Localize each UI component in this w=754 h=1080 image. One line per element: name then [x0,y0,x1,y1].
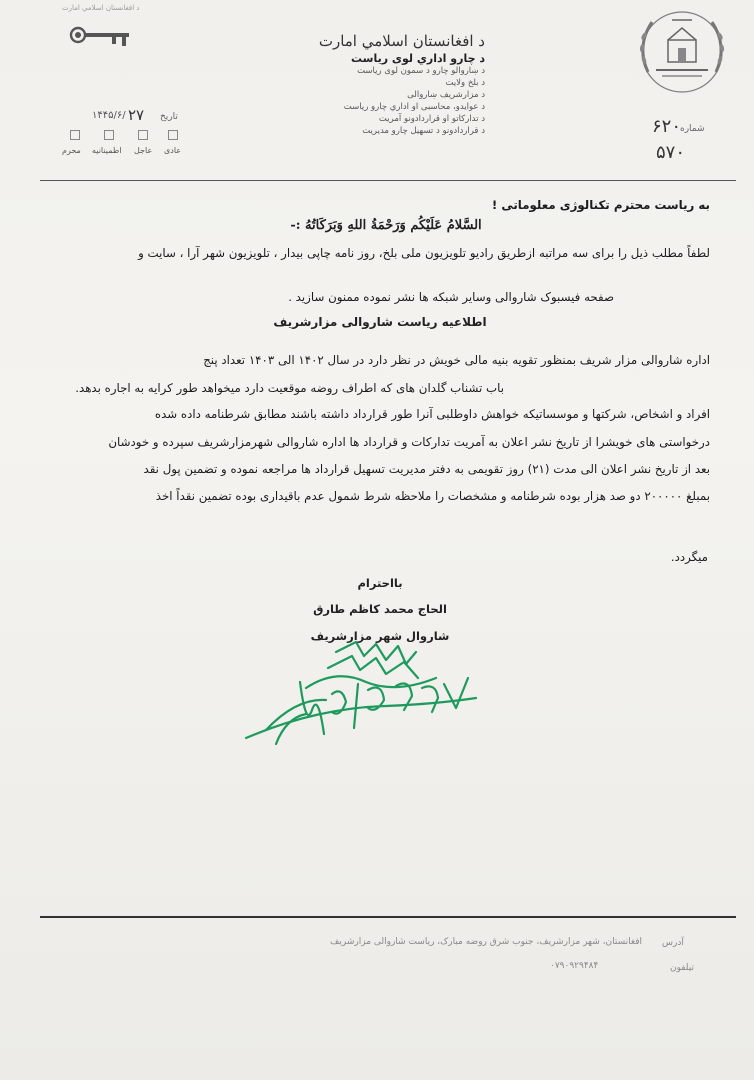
request-line: صفحه فیسبوک شاروالی وسایر شبکه ها نشر نموده ممنون سازید . [288,290,614,304]
checkbox-confidential[interactable] [70,130,80,140]
checkbox-urgent[interactable] [138,130,148,140]
letter-number: ۶۲۰ [652,116,682,137]
paragraph-line: بعد از تاریخ نشر اعلان الی مدت (۲۱) روز تقویمی به دفتر مدیریت تسهیل قرارداد ها مراجعه نموده و تضمین پول نقد [143,462,710,476]
priority-label: محرم [62,146,81,155]
signer-name: الحاج محمد کاظم طارق [313,602,447,616]
priority-label: عاجل [134,146,153,155]
paragraph-line: بمبلغ ۲۰۰۰۰۰ دو صد هزار بوده شرطنامه و مشخصات را ملاحظه شرط شمول عدم باقیداری بوده تضمین نقداً اخذ [155,489,710,503]
paragraph-line: باب تشناب گلدان های که اطراف روضه موقعیت دارد میخواهد طور کرایه به اجاره بدهد. [75,381,504,395]
handwritten-signature [236,638,486,748]
letterhead [290,32,485,137]
priority-label: عادی [164,146,182,155]
letter-number-secondary: ۵۷۰ [656,142,686,163]
date-label: تاریخ [160,112,178,122]
paragraph-line: افراد و اشخاص، شرکتها و موسساتیکه خواهش داوطلبی آنرا طور قرارداد داشته باشند مطابق شرطنامه داده شده [154,407,710,421]
closing-regards: بااحترام [357,576,403,590]
checkbox-assurance[interactable] [104,130,114,140]
header-line: د مزارشریف ښاروالی [407,90,485,100]
address-label: آدرس [662,938,684,948]
emirate-emblem-icon [626,6,738,98]
header-line: د ښاروالو چارو د سمون لوی ریاست [357,66,485,76]
key-icon [66,22,136,48]
footer-address: افغانستان، شهر مزارشریف، جنوب شرق روضه مبارک، ریاست شاروالی مزارشریف [330,937,642,947]
header-divider [40,180,736,181]
paragraph-line: اداره شاروالی مزار شریف بمنظور تقویه بنیه مالی خویش در نظر دارد در سال ۱۴۰۲ الی ۱۴۰۳ تعداد پنج [203,353,710,367]
date-value: ۱۴۴۵/۶/ [92,110,126,121]
priority-label: اطمینانیه [92,146,122,155]
header-line: د بلخ ولایت [445,78,485,88]
top-left-small-text: د افغانستان اسلامي امارت [62,4,140,12]
phone-label: تیلفون [670,963,695,973]
checkbox-normal[interactable] [168,130,178,140]
footer-divider [40,916,736,918]
date-handwritten: ۲۷ [128,106,145,124]
paragraph-line: درخواستی های خویشرا از تاریخ نشر اعلان به آمریت تدارکات و قرارداد ها اداره شاروالی شهرمزارشریف سپرده و خودشان [108,435,710,449]
header-line: د عوایدو، محاسبی او اداري چارو ریاست [343,102,485,112]
announcement-heading: اطلاعیه ریاست شاروالی مزارشریف [273,315,487,329]
signer-position: شاروال شهر مزارشریف [310,629,450,643]
greeting: السَّلامُ عَلَيْكُم وَرَحْمَةُ اللهِ وَبَرَكَاتُهُ :- [290,218,482,233]
priority-checkboxes [60,128,185,162]
header-line: د تدارکاتو او قراردادونو آمریت [378,114,485,124]
request-line: لطفاً مطلب ذیل را برای سه مراتبه ازطریق رادیو تلویزیون ملی بلخ، روز نامه چاپی بیدار ، تلویزیون شهر آرا ، سایت و [138,246,710,260]
footer-phone: ۰۷۹۰۹۲۹۴۸۴ [550,961,599,971]
office-title: د چارو اداري لوی ریاست [351,52,485,65]
header-line: د قراردادونو د تسهیل چارو مدیریت [362,126,485,136]
number-label: شماره [680,124,705,134]
paragraph-line: میگردد. [670,550,708,564]
addressee: به ریاست محترم تکنالوژی معلوماتی ! [491,198,710,212]
calligraphy-title: د افغانستان اسلامي امارت [318,32,485,50]
